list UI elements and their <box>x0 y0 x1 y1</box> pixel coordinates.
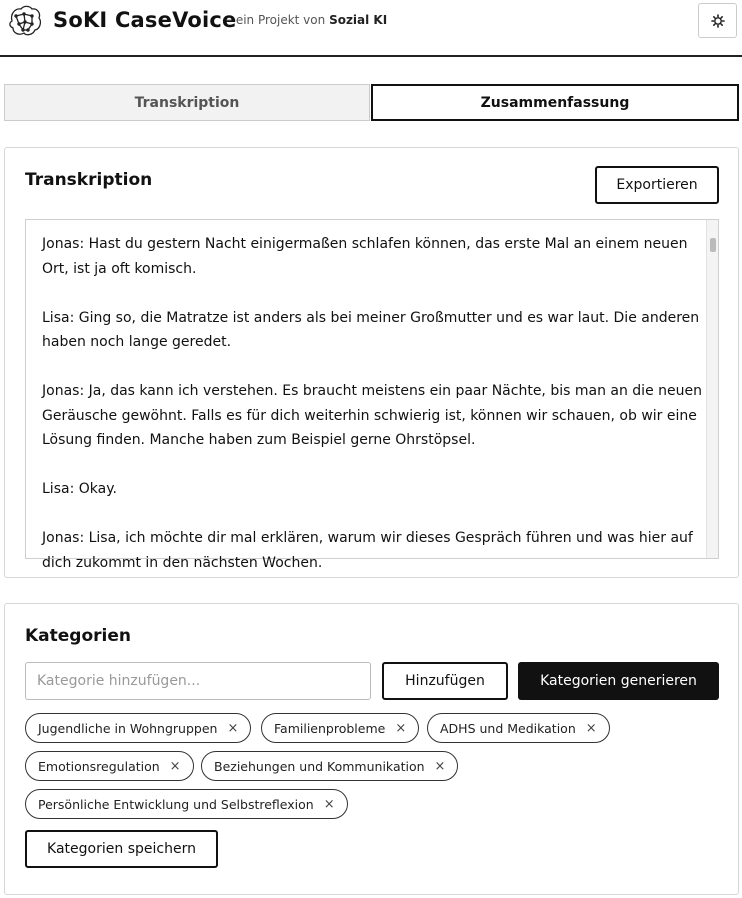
category-chip <box>25 713 251 743</box>
transcript-turn: Jonas: Hast du gestern Nacht einigermaßen schlafen können, das erste Mal an einem neuen Ort, ist ja oft komisch. <box>42 236 688 277</box>
generate-categories-button[interactable]: Kategorien generieren <box>518 662 719 700</box>
tab-zusammenfassung[interactable]: Zusammenfassung <box>371 84 739 121</box>
app-subtitle <box>226 13 387 27</box>
scrollbar-thumb[interactable] <box>710 238 716 252</box>
export-button[interactable]: Exportieren <box>595 166 719 204</box>
category-chip <box>25 751 194 781</box>
save-categories-button[interactable]: Kategorien speichern <box>25 830 218 868</box>
chip-label: Emotionsregulation <box>38 758 160 774</box>
transcript-textarea[interactable] <box>25 219 719 571</box>
brain-network-logo-icon <box>6 4 44 38</box>
chip-remove-icon[interactable]: × <box>585 720 597 736</box>
transcript-turn: Lisa: Ging so, die Matratze ist anders als bei meiner Großmutter und es war laut. Die anderen haben noch lange geredet. <box>42 309 700 350</box>
chip-remove-icon[interactable]: × <box>434 758 446 774</box>
categories-card <box>4 603 739 895</box>
chip-remove-icon[interactable]: × <box>227 720 239 736</box>
transcript-scrollbar[interactable] <box>706 220 718 558</box>
add-category-button[interactable]: Hinzufügen <box>382 662 508 700</box>
chip-remove-icon[interactable]: × <box>169 758 181 774</box>
app-title: SoKI CaseVoice <box>53 8 237 32</box>
transcript-turn: Jonas: Lisa, ich möchte dir mal erklären, warum wir dieses Gespräch führen und was hier auf dich zukommt in den nächsten Wochen. <box>42 530 693 571</box>
category-chip <box>201 751 458 781</box>
transcript-turn: Lisa: Okay. <box>42 481 117 497</box>
category-input[interactable] <box>25 662 371 700</box>
transcript-content <box>42 232 702 600</box>
chip-label: Persönliche Entwicklung und Selbstreflexion <box>38 796 314 812</box>
subtitle-brand: Sozial KI <box>329 13 388 27</box>
chip-remove-icon[interactable]: × <box>323 796 335 812</box>
chip-label: Beziehungen und Kommunikation <box>214 758 425 774</box>
transcript-card <box>4 147 739 578</box>
chip-label: Jugendliche in Wohngruppen <box>38 720 218 736</box>
categories-title: Kategorien <box>25 626 131 646</box>
transcript-turn: Jonas: Ja, das kann ich verstehen. Es braucht meistens ein paar Nächte, bis man an die neuen Geräusche gewöhnt. Falls es für dich weiterhin schwierig ist, können wir schauen, ob wir eine Lösung finden. Manche haben zum Beispiel gerne Ohrstöpsel. <box>42 383 702 448</box>
chip-remove-icon[interactable]: × <box>395 720 407 736</box>
category-chip <box>25 789 348 819</box>
gear-icon <box>711 14 725 28</box>
category-chip <box>261 713 419 743</box>
chip-label: ADHS und Medikation <box>440 720 576 736</box>
category-chip <box>427 713 610 743</box>
settings-button[interactable] <box>698 3 737 38</box>
tab-transkription[interactable]: Transkription <box>4 84 370 121</box>
app-header <box>0 0 742 57</box>
subtitle-prefix: – ein Projekt von <box>226 13 326 27</box>
chip-label: Familienprobleme <box>274 720 386 736</box>
transcript-title: Transkription <box>25 170 153 190</box>
